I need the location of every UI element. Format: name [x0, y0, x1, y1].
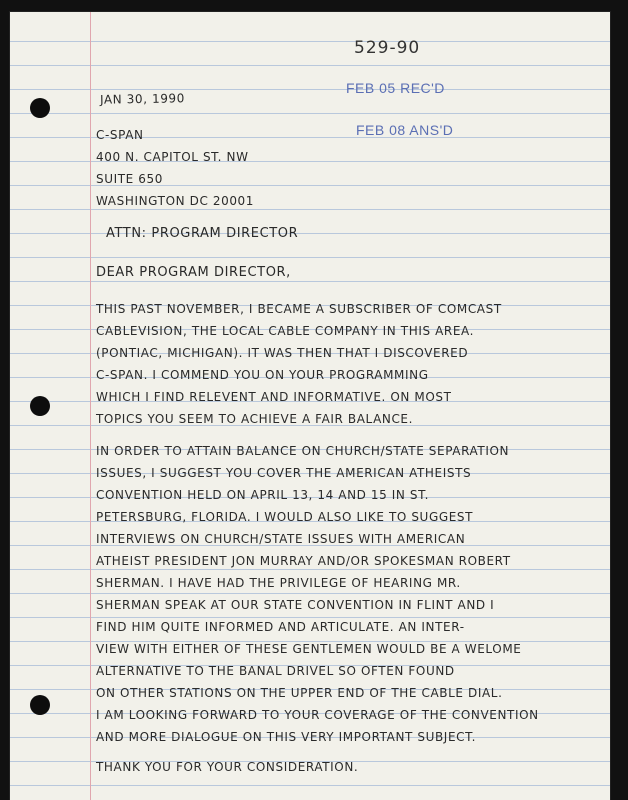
paragraph-line: VIEW WITH EITHER OF THESE GENTLEMEN WOULD BE A WELOME — [96, 642, 522, 656]
paragraph-line: I AM LOOKING FORWARD TO YOUR COVERAGE OF THE CONVENTION — [96, 708, 539, 722]
address-line: WASHINGTON DC 20001 — [96, 194, 255, 208]
paragraph-line: SHERMAN SPEAK AT OUR STATE CONVENTION IN FLINT AND I — [96, 598, 495, 612]
paragraph-line: THIS PAST NOVEMBER, I BECAME A SUBSCRIBER OF COMCAST — [96, 302, 502, 316]
paragraph-line: INTERVIEWS ON CHURCH/STATE ISSUES WITH AMERICAN — [96, 532, 466, 546]
closing-line: THANK YOU FOR YOUR CONSIDERATION. — [96, 760, 359, 774]
address-line: SUITE 650 — [96, 172, 163, 186]
address-line: 400 N. CAPITOL ST. NW — [96, 150, 249, 164]
attention-line: ATTN: PROGRAM DIRECTOR — [106, 226, 299, 241]
paragraph-line: FIND HIM QUITE INFORMED AND ARTICULATE. AN INTER- — [96, 620, 465, 634]
reference-number: 529-90 — [354, 38, 421, 58]
answered-stamp: FEB 08 ANS'D — [356, 122, 454, 138]
letter-date: JAN 30, 1990 — [99, 91, 186, 107]
address-line: C-SPAN — [96, 128, 144, 142]
paragraph-line: IN ORDER TO ATTAIN BALANCE ON CHURCH/STATE SEPARATION — [96, 444, 510, 458]
paragraph-line: WHICH I FIND RELEVENT AND INFORMATIVE. ON MOST — [96, 390, 452, 404]
received-stamp: FEB 05 REC'D — [346, 80, 445, 96]
binder-hole-top — [30, 98, 50, 118]
paragraph-line: ATHEIST PRESIDENT JON MURRAY AND/OR SPOKESMAN ROBERT — [96, 554, 511, 568]
paragraph-line: ALTERNATIVE TO THE BANAL DRIVEL SO OFTEN FOUND — [96, 664, 455, 678]
salutation: DEAR PROGRAM DIRECTOR, — [96, 265, 291, 280]
paragraph-line: PETERSBURG, FLORIDA. I WOULD ALSO LIKE TO SUGGEST — [96, 510, 474, 524]
paragraph-line: C-SPAN. I COMMEND YOU ON YOUR PROGRAMMING — [96, 368, 429, 382]
paragraph-line: AND MORE DIALOGUE ON THIS VERY IMPORTANT SUBJECT. — [96, 730, 477, 744]
paragraph-line: ISSUES, I SUGGEST YOU COVER THE AMERICAN ATHEISTS — [96, 466, 472, 480]
paragraph-line: ON OTHER STATIONS ON THE UPPER END OF THE CABLE DIAL. — [96, 686, 503, 700]
margin-line — [90, 12, 91, 800]
letter-page — [10, 12, 610, 800]
paragraph-line: SHERMAN. I HAVE HAD THE PRIVILEGE OF HEARING MR. — [96, 576, 461, 590]
paragraph-line: TOPICS YOU SEEM TO ACHIEVE A FAIR BALANCE. — [96, 412, 414, 426]
paragraph-line: (PONTIAC, MICHIGAN). IT WAS THEN THAT I DISCOVERED — [96, 346, 469, 360]
paragraph-line: CABLEVISION, THE LOCAL CABLE COMPANY IN THIS AREA. — [96, 324, 475, 338]
binder-hole-middle — [30, 396, 50, 416]
paragraph-line: CONVENTION HELD ON APRIL 13, 14 AND 15 IN ST. — [96, 488, 430, 502]
binder-hole-bottom — [30, 695, 50, 715]
